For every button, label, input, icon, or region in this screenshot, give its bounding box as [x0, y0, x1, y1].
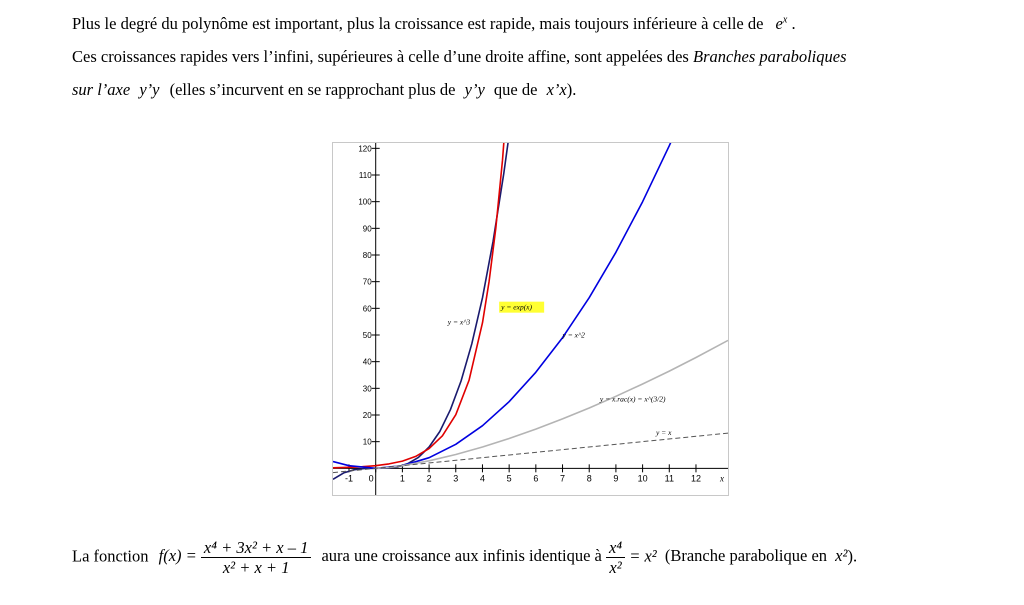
series-annotation: y = exp(x) [501, 302, 533, 312]
equivalent-fraction [606, 538, 625, 577]
x-tick-label: 3 [453, 473, 459, 484]
function-denominator: x² + x + 1 [222, 558, 290, 577]
x-tick-label: 11 [664, 473, 674, 484]
formula-middle: aura une croissance aux infinis identique à [321, 546, 602, 566]
series-line [333, 143, 515, 479]
series-annotation: y = x^3 [447, 317, 471, 327]
formula-end-power: x² [835, 546, 848, 566]
exponential-symbol [776, 14, 788, 33]
axis-yy-1: y’y [139, 80, 160, 99]
y-tick-label: 70 [362, 277, 372, 287]
line3-end: ). [566, 80, 577, 99]
line3-text-a: (elles s’incurvent en se rapprochant plus de [169, 80, 456, 99]
y-tick-label: 120 [358, 144, 372, 154]
series-annotation: y = x^2 [562, 330, 585, 340]
growth-comparison-chart [332, 142, 729, 496]
line1-end: . [791, 14, 796, 33]
y-tick-label: 50 [362, 331, 372, 340]
chart-canvas [333, 143, 728, 495]
formula-intro: La fonction [72, 546, 149, 566]
y-tick-label: 100 [358, 197, 372, 207]
line2-text: Ces croissances rapides vers l’infini, supérieures à celle d’une droite affine, sont appelées des [72, 47, 689, 66]
series-annotation: y = x [655, 428, 672, 437]
function-fraction [201, 538, 311, 577]
x-tick-label: 12 [690, 473, 701, 484]
function-numerator: x⁴ + 3x² + x – 1 [201, 538, 311, 558]
line3-text-b: que de [493, 80, 538, 99]
formula-line [72, 538, 857, 577]
equivalent-result: = x² [629, 546, 657, 566]
x-tick-label: 8 [586, 473, 592, 484]
y-tick-label: 90 [362, 224, 372, 234]
line3-italic: sur l’axe [72, 80, 131, 99]
origin-label: 0 [368, 473, 374, 484]
y-tick-label: 60 [362, 304, 372, 314]
axis-xx: x’x [546, 80, 567, 99]
x-tick-label: 10 [637, 473, 648, 484]
paragraph-line-2 [72, 47, 847, 67]
x-tick-label: 7 [560, 473, 566, 484]
x-tick-label: 4 [479, 473, 485, 484]
equivalent-numerator: x⁴ [606, 538, 625, 558]
exp-power: x [782, 14, 788, 26]
y-tick-label: 30 [362, 384, 372, 394]
y-tick-label: 80 [362, 251, 372, 260]
y-tick-label: 10 [362, 437, 372, 447]
x-tick-label: -1 [345, 473, 354, 484]
axis-yy-2: y’y [464, 80, 485, 99]
y-tick-label: 110 [358, 171, 372, 180]
x-tick-label: 2 [426, 473, 432, 484]
formula-end-text: (Branche parabolique en [664, 546, 828, 566]
x-axis-letter: x [720, 473, 724, 484]
x-tick-label: 5 [506, 473, 512, 484]
y-tick-label: 20 [362, 411, 372, 420]
series-annotation: y = x.rac(x) = x^(3/2) [599, 394, 666, 404]
paragraph-line-1 [72, 14, 796, 34]
paragraph-line-3 [72, 80, 576, 100]
series-line [333, 433, 728, 473]
y-tick-label: 40 [362, 357, 372, 367]
line1-text: Plus le degré du polynôme est important, plus la croissance est rapide, mais toujours inférieure à celle de [72, 14, 764, 33]
x-tick-label: 1 [399, 473, 405, 484]
exp-base: e [775, 14, 783, 33]
equivalent-denominator: x² [609, 558, 622, 577]
x-tick-label: 6 [533, 473, 539, 484]
x-tick-label: 9 [613, 473, 619, 484]
function-name: f(x) = [158, 546, 197, 566]
series-line [333, 143, 509, 468]
formula-end-close: ). [847, 546, 858, 566]
line2-italic: Branches paraboliques [692, 47, 847, 66]
